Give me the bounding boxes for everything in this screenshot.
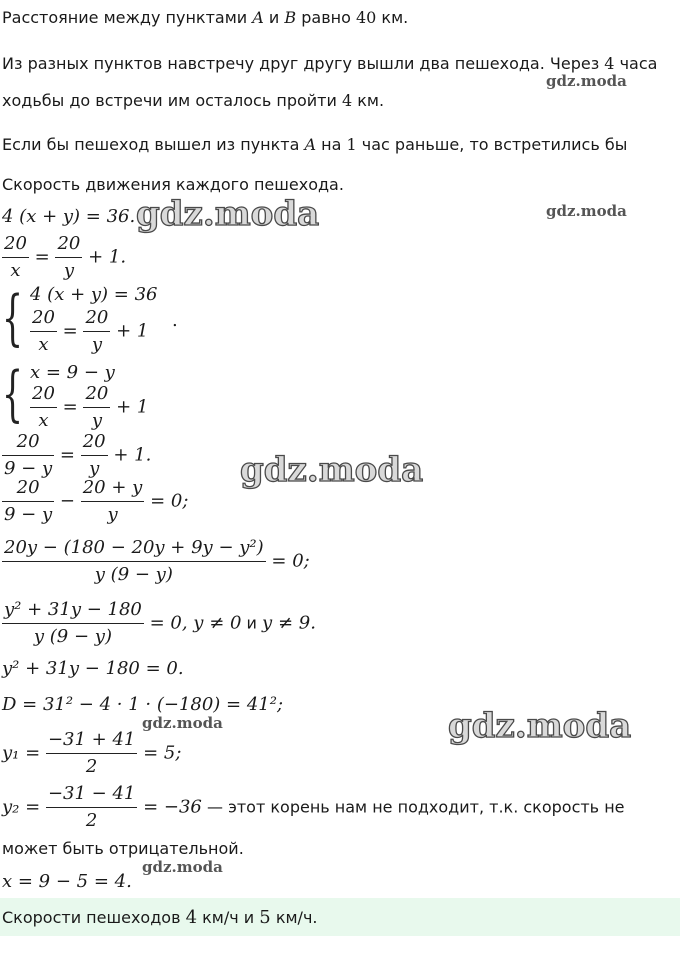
watermark: gdz.moda <box>448 706 632 746</box>
equation-12 <box>2 782 625 833</box>
watermark: gdz.moda <box>240 450 424 490</box>
watermark: gdz.moda <box>136 194 320 234</box>
text: Если бы пешеход вышел из пункта <box>2 135 305 154</box>
equation-7 <box>2 536 310 587</box>
numerator: 20 <box>16 431 40 452</box>
operator: = <box>62 320 78 342</box>
numerator: 20 <box>85 383 109 404</box>
text: км. <box>376 8 409 27</box>
operator: = <box>62 396 78 418</box>
tail: + 1. <box>113 444 152 466</box>
problem-line-5: Скорость движения каждого пешехода. <box>2 175 344 194</box>
equation-10: D = 31² − 4 · 1 · (−180) = 41²; <box>2 694 284 715</box>
numerator: −31 − 41 <box>47 783 136 804</box>
numerator: 20 <box>16 477 40 498</box>
numerator: 20 + y <box>82 477 143 498</box>
tail: = 0, y ≠ 0 <box>149 612 242 634</box>
tail: = 5; <box>143 742 182 764</box>
hour-value: 1 <box>346 135 357 154</box>
speed-value-2: 5 <box>259 907 271 928</box>
text: км. <box>352 91 385 110</box>
comment-continuation: может быть отрицательной. <box>2 839 244 858</box>
numerator: 20y − (180 − 20y + 9y − y²) <box>4 537 264 558</box>
system-brace-1: { <box>2 283 24 353</box>
lhs: y₁ = <box>2 742 41 764</box>
numerator: y² + 31y − 180 <box>4 599 142 620</box>
tail: y ≠ 9. <box>262 612 316 634</box>
equation-6 <box>2 476 188 527</box>
numerator: 20 <box>82 431 106 452</box>
watermark: gdz.moda <box>142 714 223 732</box>
answer-box <box>0 898 680 936</box>
text: ходьбы до встречи им осталось пройти <box>2 91 342 110</box>
equation-11 <box>2 728 181 779</box>
denominator: 2 <box>85 810 98 831</box>
denominator: y <box>91 334 102 355</box>
equation-8 <box>2 598 316 649</box>
problem-line-4 <box>2 135 627 154</box>
point-a: A <box>252 8 264 27</box>
denominator: y <box>63 260 74 281</box>
numerator: 20 <box>4 233 27 254</box>
system-1-row-1: 4 (x + y) = 36 <box>30 284 158 305</box>
numerator: 20 <box>32 383 55 404</box>
text: Из разных пунктов навстречу друг другу вышли два пешехода. Через <box>2 54 605 73</box>
tail: = −36 <box>143 796 202 818</box>
text: и <box>263 8 285 27</box>
watermark: gdz.moda <box>546 72 627 90</box>
problem-line-3 <box>2 91 384 110</box>
denominator: y <box>91 410 102 431</box>
point-a: A <box>304 135 317 154</box>
denominator: 2 <box>85 756 98 777</box>
watermark: gdz.moda <box>142 858 223 876</box>
tail: + 1 <box>116 320 149 342</box>
system-1-dot: . <box>172 310 178 331</box>
numerator: 20 <box>85 307 109 328</box>
text: на <box>316 135 347 154</box>
point-b: B <box>284 8 297 27</box>
denominator: x <box>10 260 21 281</box>
text: Расстояние между пунктами <box>2 8 253 27</box>
equation-1: 4 (x + y) = 36. <box>2 206 136 227</box>
text: часа <box>614 54 658 73</box>
denominator: x <box>38 334 49 355</box>
system-2-row-2 <box>30 382 148 433</box>
watermark: gdz.moda <box>546 202 627 220</box>
problem-line-2 <box>2 54 657 73</box>
denominator: 9 − y <box>4 458 53 479</box>
remaining-value: 4 <box>341 91 353 110</box>
numerator: −31 + 41 <box>47 729 136 750</box>
tail: + 1. <box>88 246 127 268</box>
system-brace-2: { <box>2 359 24 429</box>
denominator: x <box>38 410 49 431</box>
denominator: y <box>89 458 100 479</box>
text: км/ч. <box>270 908 318 927</box>
text: равно <box>296 8 356 27</box>
answer-text <box>2 907 317 928</box>
tail: = 0; <box>271 550 310 572</box>
comment: — этот корень нам не подходит, т.к. скорость не <box>201 797 625 817</box>
text: км/ч и <box>197 908 260 927</box>
conjunction: и <box>241 613 263 633</box>
problem-line-1 <box>2 8 408 27</box>
operator: − <box>59 490 75 512</box>
hours-value: 4 <box>604 54 615 73</box>
numerator: 20 <box>32 307 55 328</box>
tail: = 0; <box>150 490 189 512</box>
equation-5 <box>2 430 151 481</box>
denominator: y (9 − y) <box>33 626 112 647</box>
lhs: y₂ = <box>2 796 41 818</box>
equation-2 <box>2 232 126 283</box>
operator: = <box>59 444 75 466</box>
distance-value: 40 <box>355 8 377 27</box>
denominator: y (9 − y) <box>94 564 173 585</box>
operator: = <box>34 246 50 268</box>
equation-9: y² + 31y − 180 = 0. <box>2 658 184 679</box>
system-2-row-1: x = 9 − y <box>30 362 115 383</box>
denominator: 9 − y <box>4 504 53 525</box>
equation-13: x = 9 − 5 = 4. <box>2 871 132 892</box>
text: Скорости пешеходов <box>2 908 186 927</box>
system-1-row-2 <box>30 306 148 357</box>
denominator: y <box>107 504 118 525</box>
numerator: 20 <box>57 233 81 254</box>
text: час раньше, то встретились бы <box>356 135 628 154</box>
tail: + 1 <box>116 396 149 418</box>
speed-value-1: 4 <box>185 907 198 928</box>
